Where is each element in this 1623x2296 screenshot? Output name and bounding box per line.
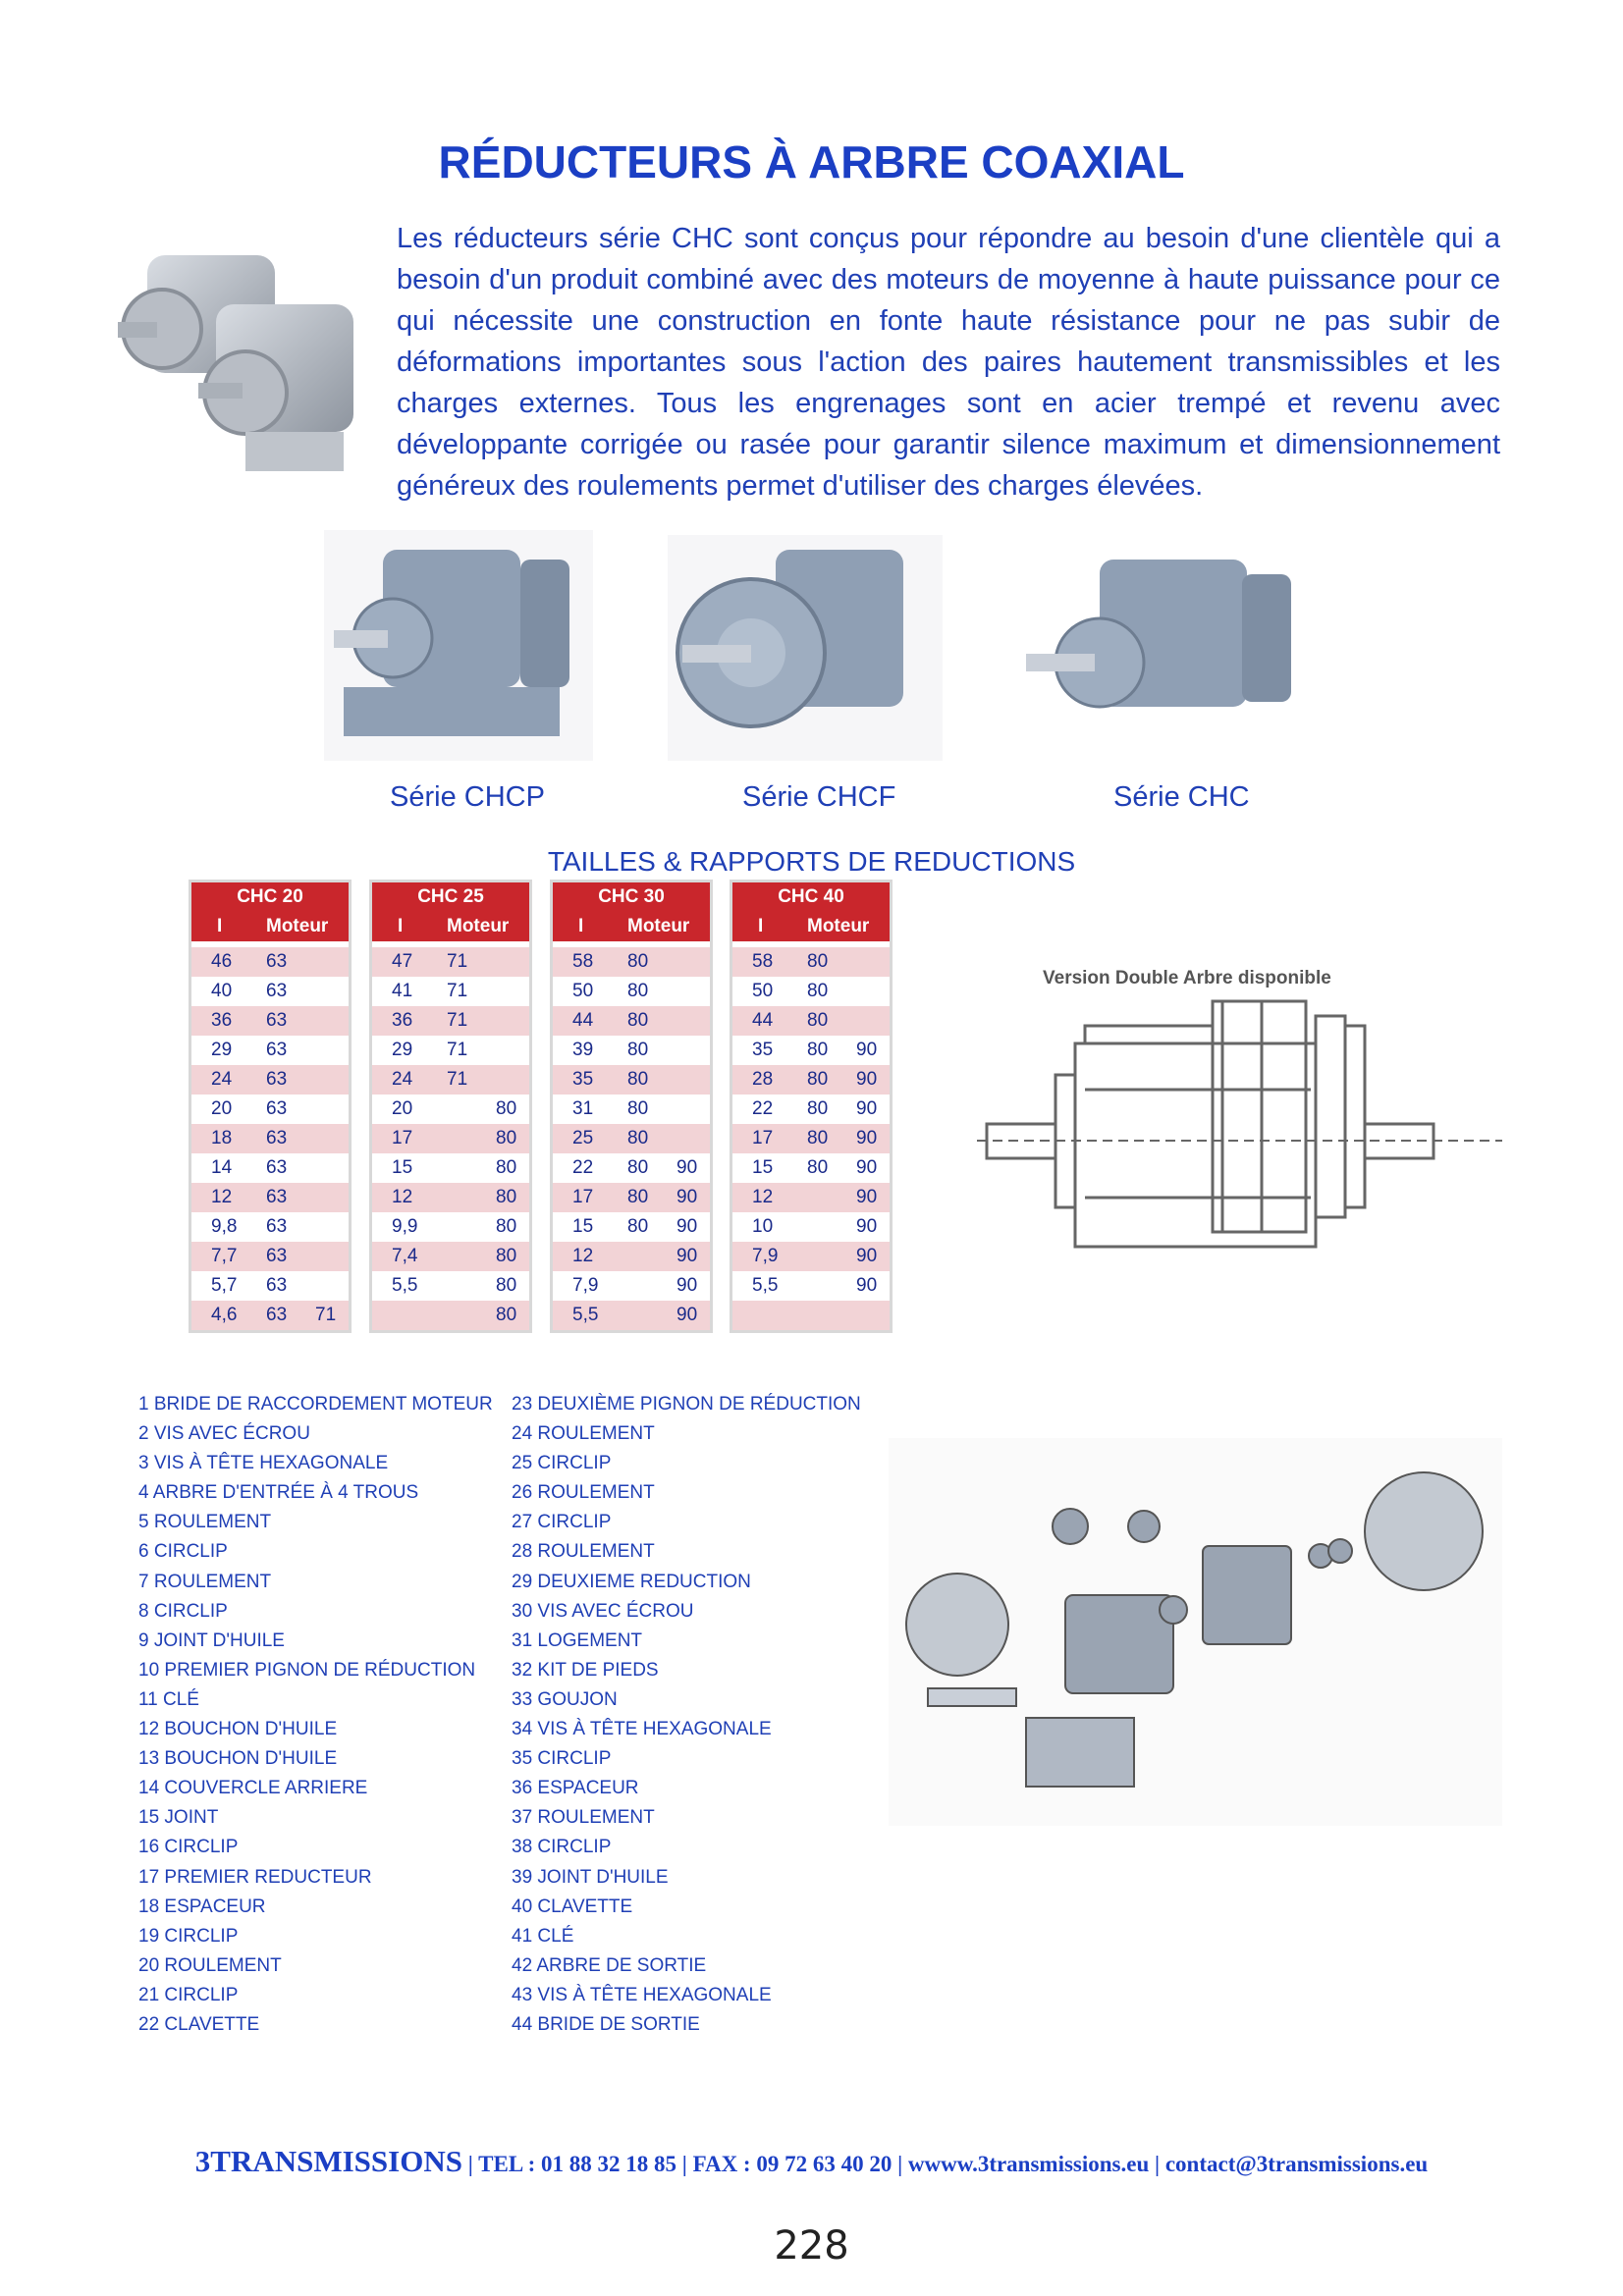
part-item: 27 CIRCLIP <box>512 1512 612 1533</box>
motor-cell: 63 <box>266 1098 288 1119</box>
ratio-cell: 24 <box>211 1069 233 1090</box>
ratio-cell: 5,5 <box>392 1275 418 1296</box>
ratio-cell: 29 <box>392 1040 413 1060</box>
part-item: 32 KIT DE PIEDS <box>512 1659 659 1681</box>
table-row <box>732 1271 890 1301</box>
table-row <box>372 1065 529 1095</box>
motor-alt-cell: 90 <box>676 1187 698 1207</box>
motor-cell: 80 <box>807 1010 829 1031</box>
part-item: 40 CLAVETTE <box>512 1896 633 1917</box>
motor-alt-cell: 90 <box>856 1216 878 1237</box>
part-item: 11 CLÉ <box>138 1688 199 1710</box>
table-row <box>553 1212 710 1242</box>
col-motor-header: Moteur <box>447 916 510 936</box>
chc-gearbox-photo <box>1021 550 1306 756</box>
table-row <box>553 1124 710 1153</box>
ratio-cell: 7,9 <box>752 1246 779 1266</box>
ratio-cell: 7,4 <box>392 1246 418 1266</box>
table-row <box>553 1095 710 1124</box>
ratio-cell: 9,8 <box>211 1216 238 1237</box>
table-row <box>191 1036 349 1065</box>
part-item: 26 ROULEMENT <box>512 1482 655 1504</box>
part-item: 41 CLÉ <box>512 1925 574 1947</box>
col-i-header: I <box>398 916 404 936</box>
ratio-table-chc40 <box>730 880 893 1333</box>
table-row <box>732 1301 890 1330</box>
table-row <box>553 1065 710 1095</box>
table-header <box>191 912 349 941</box>
ratio-cell: 31 <box>572 1098 594 1119</box>
parts-list-left <box>138 1390 493 2040</box>
motor-cell: 71 <box>447 1040 468 1060</box>
ratio-cell: 24 <box>392 1069 413 1090</box>
motor-cell: 63 <box>266 1040 288 1060</box>
part-item: 4 ARBRE D'ENTRÉE À 4 TROUS <box>138 1482 419 1504</box>
ratio-cell: 36 <box>392 1010 413 1031</box>
motor-alt-cell: 80 <box>496 1098 517 1119</box>
page-title: RÉDUCTEURS À ARBRE COAXIAL <box>438 136 1185 187</box>
motor-alt-cell: 90 <box>676 1305 698 1325</box>
ratio-cell: 39 <box>572 1040 594 1060</box>
motor-cell: 80 <box>807 981 829 1001</box>
ratio-cell: 5,5 <box>752 1275 779 1296</box>
part-item: 8 CIRCLIP <box>138 1600 228 1622</box>
motor-alt-cell: 90 <box>856 1275 878 1296</box>
part-item: 25 CIRCLIP <box>512 1453 612 1474</box>
series-label-chcf: Série CHCF <box>742 781 896 813</box>
ratio-cell: 50 <box>572 981 594 1001</box>
part-item: 16 CIRCLIP <box>138 1837 239 1858</box>
table-row <box>553 1036 710 1065</box>
table-row <box>553 947 710 977</box>
motor-cell: 80 <box>807 1157 829 1178</box>
table-row <box>553 1271 710 1301</box>
part-item: 7 ROULEMENT <box>138 1571 272 1592</box>
motor-cell: 80 <box>627 1128 649 1148</box>
motor-alt-cell: 80 <box>496 1187 517 1207</box>
part-item: 44 BRIDE DE SORTIE <box>512 2013 700 2035</box>
motor-cell: 80 <box>627 1040 649 1060</box>
motor-cell: 63 <box>266 1305 288 1325</box>
motor-cell: 80 <box>627 1098 649 1119</box>
ratio-cell: 17 <box>572 1187 594 1207</box>
ratio-cell: 12 <box>572 1246 594 1266</box>
part-item: 14 COUVERCLE ARRIERE <box>138 1778 368 1799</box>
part-item: 35 CIRCLIP <box>512 1748 612 1770</box>
table-row <box>191 1095 349 1124</box>
ratio-cell: 47 <box>392 951 413 972</box>
part-item: 17 PREMIER REDUCTEUR <box>138 1866 372 1888</box>
part-item: 42 ARBRE DE SORTIE <box>512 1954 707 1976</box>
part-item: 36 ESPACEUR <box>512 1778 639 1799</box>
col-motor-header: Moteur <box>266 916 329 936</box>
table-row <box>732 1095 890 1124</box>
table-row <box>191 1212 349 1242</box>
ratio-cell: 17 <box>752 1128 774 1148</box>
ratio-cell: 50 <box>752 981 774 1001</box>
motor-cell: 80 <box>627 981 649 1001</box>
double-shaft-label: Version Double Arbre disponible <box>1043 968 1331 988</box>
double-shaft-drawing <box>977 996 1502 1261</box>
motor-alt-cell: 80 <box>496 1128 517 1148</box>
part-item: 15 JOINT <box>138 1807 219 1829</box>
table-row <box>553 1301 710 1330</box>
ratio-cell: 7,7 <box>211 1246 238 1266</box>
ratio-cell: 35 <box>572 1069 594 1090</box>
motor-cell: 80 <box>627 1187 649 1207</box>
ratio-cell: 22 <box>752 1098 774 1119</box>
part-item: 24 ROULEMENT <box>512 1423 655 1445</box>
part-item: 13 BOUCHON D'HUILE <box>138 1748 338 1770</box>
part-item: 29 DEUXIEME REDUCTION <box>512 1571 751 1592</box>
table-row <box>732 1153 890 1183</box>
ratio-cell: 58 <box>752 951 774 972</box>
ratio-cell: 44 <box>572 1010 594 1031</box>
ratio-cell: 40 <box>211 981 233 1001</box>
ratio-cell: 12 <box>392 1187 413 1207</box>
part-item: 43 VIS À TÊTE HEXAGONALE <box>512 1984 772 2005</box>
ratio-cell: 18 <box>211 1128 233 1148</box>
ratio-cell: 12 <box>752 1187 774 1207</box>
part-item: 5 ROULEMENT <box>138 1512 272 1533</box>
part-item: 22 CLAVETTE <box>138 2013 260 2035</box>
motor-cell: 80 <box>627 1216 649 1237</box>
table-row <box>372 1301 529 1330</box>
ratio-cell: 28 <box>752 1069 774 1090</box>
col-i-header: I <box>217 916 223 936</box>
table-row <box>372 977 529 1006</box>
parts-list-right <box>512 1390 861 2040</box>
table-row <box>191 1271 349 1301</box>
part-item: 38 CIRCLIP <box>512 1837 612 1858</box>
ratio-cell: 15 <box>392 1157 413 1178</box>
table-row <box>372 1183 529 1212</box>
table-row <box>372 1212 529 1242</box>
chcp-gearbox-photo <box>324 530 593 761</box>
part-item: 10 PREMIER PIGNON DE RÉDUCTION <box>138 1659 476 1681</box>
table-row <box>191 1242 349 1271</box>
motor-cell: 80 <box>807 1098 829 1119</box>
ratio-cell: 22 <box>572 1157 594 1178</box>
ratio-cell: 36 <box>211 1010 233 1031</box>
motor-cell: 63 <box>266 1216 288 1237</box>
motor-alt-cell: 80 <box>496 1305 517 1325</box>
motor-alt-cell: 90 <box>856 1246 878 1266</box>
motor-cell: 63 <box>266 951 288 972</box>
table-row <box>732 1242 890 1271</box>
exploded-view-diagram <box>889 1438 1502 1826</box>
motor-cell: 80 <box>627 951 649 972</box>
ratio-table-chc20 <box>189 880 352 1333</box>
motor-cell: 80 <box>627 1010 649 1031</box>
ratio-cell: 20 <box>211 1098 233 1119</box>
table-row <box>553 1242 710 1271</box>
table-title: CHC 40 <box>732 882 890 912</box>
table-row <box>372 1036 529 1065</box>
motor-cell: 63 <box>266 1246 288 1266</box>
ratio-cell: 7,9 <box>572 1275 599 1296</box>
motor-alt-cell: 80 <box>496 1275 517 1296</box>
part-item: 1 BRIDE DE RACCORDEMENT MOTEUR <box>138 1394 493 1415</box>
part-item: 30 VIS AVEC ÉCROU <box>512 1600 694 1622</box>
motor-cell: 63 <box>266 1010 288 1031</box>
table-row <box>372 1006 529 1036</box>
motor-alt-cell: 90 <box>856 1040 878 1060</box>
part-item: 9 JOINT D'HUILE <box>138 1629 285 1651</box>
table-row <box>732 1006 890 1036</box>
table-row <box>372 947 529 977</box>
ratio-cell: 20 <box>392 1098 413 1119</box>
chcf-gearbox-photo <box>668 535 943 761</box>
part-item: 19 CIRCLIP <box>138 1925 239 1947</box>
table-row <box>372 1153 529 1183</box>
part-item: 28 ROULEMENT <box>512 1541 655 1563</box>
part-item: 21 CIRCLIP <box>138 1984 239 2005</box>
ratio-cell: 5,5 <box>572 1305 599 1325</box>
hero-gearbox-photo <box>108 236 373 491</box>
sizes-ratios-heading: TAILLES & RAPPORTS DE REDUCTIONS <box>547 846 1076 877</box>
part-item: 34 VIS À TÊTE HEXAGONALE <box>512 1719 772 1740</box>
motor-cell: 63 <box>266 1275 288 1296</box>
ratio-cell: 44 <box>752 1010 774 1031</box>
motor-cell: 71 <box>447 1010 468 1031</box>
part-item: 18 ESPACEUR <box>138 1896 266 1917</box>
motor-cell: 80 <box>807 951 829 972</box>
motor-cell: 63 <box>266 1128 288 1148</box>
ratio-cell: 15 <box>752 1157 774 1178</box>
ratio-table-chc30 <box>550 880 713 1333</box>
part-item: 31 LOGEMENT <box>512 1629 643 1651</box>
ratio-table-chc25 <box>369 880 532 1333</box>
table-row <box>191 1183 349 1212</box>
motor-alt-cell: 90 <box>676 1275 698 1296</box>
motor-cell: 63 <box>266 1069 288 1090</box>
series-label-chc: Série CHC <box>1113 781 1250 813</box>
table-row <box>732 1065 890 1095</box>
motor-alt-cell: 90 <box>856 1157 878 1178</box>
part-item: 37 ROULEMENT <box>512 1807 655 1829</box>
table-row <box>732 977 890 1006</box>
table-row <box>553 1006 710 1036</box>
ratio-cell: 46 <box>211 951 233 972</box>
table-title: CHC 20 <box>191 882 349 912</box>
table-row <box>732 1124 890 1153</box>
part-item: 3 VIS À TÊTE HEXAGONALE <box>138 1453 389 1474</box>
series-label-chcp: Série CHCP <box>390 781 545 813</box>
motor-cell: 63 <box>266 981 288 1001</box>
motor-alt-cell: 90 <box>856 1128 878 1148</box>
table-row <box>732 1036 890 1065</box>
ratio-cell: 17 <box>392 1128 413 1148</box>
table-row <box>372 1242 529 1271</box>
motor-alt-cell: 90 <box>856 1069 878 1090</box>
motor-alt-cell: 90 <box>856 1098 878 1119</box>
table-row <box>372 1124 529 1153</box>
col-motor-header: Moteur <box>807 916 870 936</box>
motor-cell: 71 <box>447 951 468 972</box>
ratio-cell: 5,7 <box>211 1275 238 1296</box>
col-i-header: I <box>758 916 764 936</box>
motor-cell: 80 <box>807 1069 829 1090</box>
ratio-cell: 15 <box>572 1216 594 1237</box>
table-row <box>191 1065 349 1095</box>
table-header <box>372 912 529 941</box>
part-item: 39 JOINT D'HUILE <box>512 1866 669 1888</box>
brand-name: 3TRANSMISSIONS <box>194 2144 462 2178</box>
ratio-cell: 14 <box>211 1157 233 1178</box>
table-row <box>191 1006 349 1036</box>
motor-cell: 71 <box>447 1069 468 1090</box>
part-item: 6 CIRCLIP <box>138 1541 228 1563</box>
table-header <box>553 912 710 941</box>
table-row <box>191 947 349 977</box>
intro-paragraph: Les réducteurs série CHC sont conçus pour répondre au besoin d'une clientèle qui a besoin d'un produit combiné avec des moteurs de moyenne à haute puissance pour ce qui nécessite une construction en fonte haute résistance pour ne pas subir de déformations importantes sous l'action des paires hautement transmissibles et les charges externes. Tous les engrenages sont en acier trempé et revenu avec développante corrigée ou rasée pour garantir silence maximum et dimensionnement généreux des roulements permet d'utiliser des charges élevées. <box>397 223 1500 502</box>
motor-cell: 63 <box>266 1157 288 1178</box>
table-row <box>191 1153 349 1183</box>
table-row <box>732 947 890 977</box>
motor-alt-cell: 80 <box>496 1216 517 1237</box>
motor-cell: 63 <box>266 1187 288 1207</box>
table-row <box>732 1183 890 1212</box>
ratio-cell: 4,6 <box>211 1305 238 1325</box>
page-number: 228 <box>774 2223 849 2269</box>
motor-cell: 71 <box>447 981 468 1001</box>
motor-alt-cell: 90 <box>676 1157 698 1178</box>
motor-cell: 80 <box>627 1069 649 1090</box>
part-item: 20 ROULEMENT <box>138 1954 282 1976</box>
ratio-cell: 9,9 <box>392 1216 418 1237</box>
table-header <box>732 912 890 941</box>
table-title: CHC 25 <box>372 882 529 912</box>
ratio-cell: 35 <box>752 1040 774 1060</box>
ratio-cell: 25 <box>572 1128 594 1148</box>
motor-cell: 80 <box>807 1040 829 1060</box>
motor-alt-cell: 90 <box>676 1246 698 1266</box>
motor-alt-cell: 90 <box>856 1187 878 1207</box>
col-motor-header: Moteur <box>627 916 690 936</box>
ratio-cell: 29 <box>211 1040 233 1060</box>
table-row <box>191 1124 349 1153</box>
table-row <box>553 1183 710 1212</box>
ratio-cell: 12 <box>211 1187 233 1207</box>
footer-contact-details: | TEL : 01 88 32 18 85 | FAX : 09 72 63 40 20 | wwww.3transmissions.eu | contact@3transmissions.eu <box>461 2152 1429 2176</box>
motor-alt-cell: 90 <box>676 1216 698 1237</box>
table-row <box>553 1153 710 1183</box>
table-row <box>191 977 349 1006</box>
ratio-cell: 10 <box>752 1216 774 1237</box>
table-title: CHC 30 <box>553 882 710 912</box>
part-item: 12 BOUCHON D'HUILE <box>138 1719 338 1740</box>
part-item: 33 GOUJON <box>512 1688 618 1710</box>
col-i-header: I <box>578 916 584 936</box>
table-row <box>732 1212 890 1242</box>
ratio-cell: 41 <box>392 981 413 1001</box>
motor-alt-cell: 80 <box>496 1246 517 1266</box>
footer-contact <box>0 2144 1623 2179</box>
motor-alt-cell: 71 <box>315 1305 337 1325</box>
motor-cell: 80 <box>627 1157 649 1178</box>
table-row <box>191 1301 349 1330</box>
table-row <box>553 977 710 1006</box>
table-row <box>372 1095 529 1124</box>
ratio-cell: 58 <box>572 951 594 972</box>
motor-cell: 80 <box>807 1128 829 1148</box>
part-item: 2 VIS AVEC ÉCROU <box>138 1423 310 1445</box>
motor-alt-cell: 80 <box>496 1157 517 1178</box>
part-item: 23 DEUXIÈME PIGNON DE RÉDUCTION <box>512 1394 861 1415</box>
table-row <box>372 1271 529 1301</box>
